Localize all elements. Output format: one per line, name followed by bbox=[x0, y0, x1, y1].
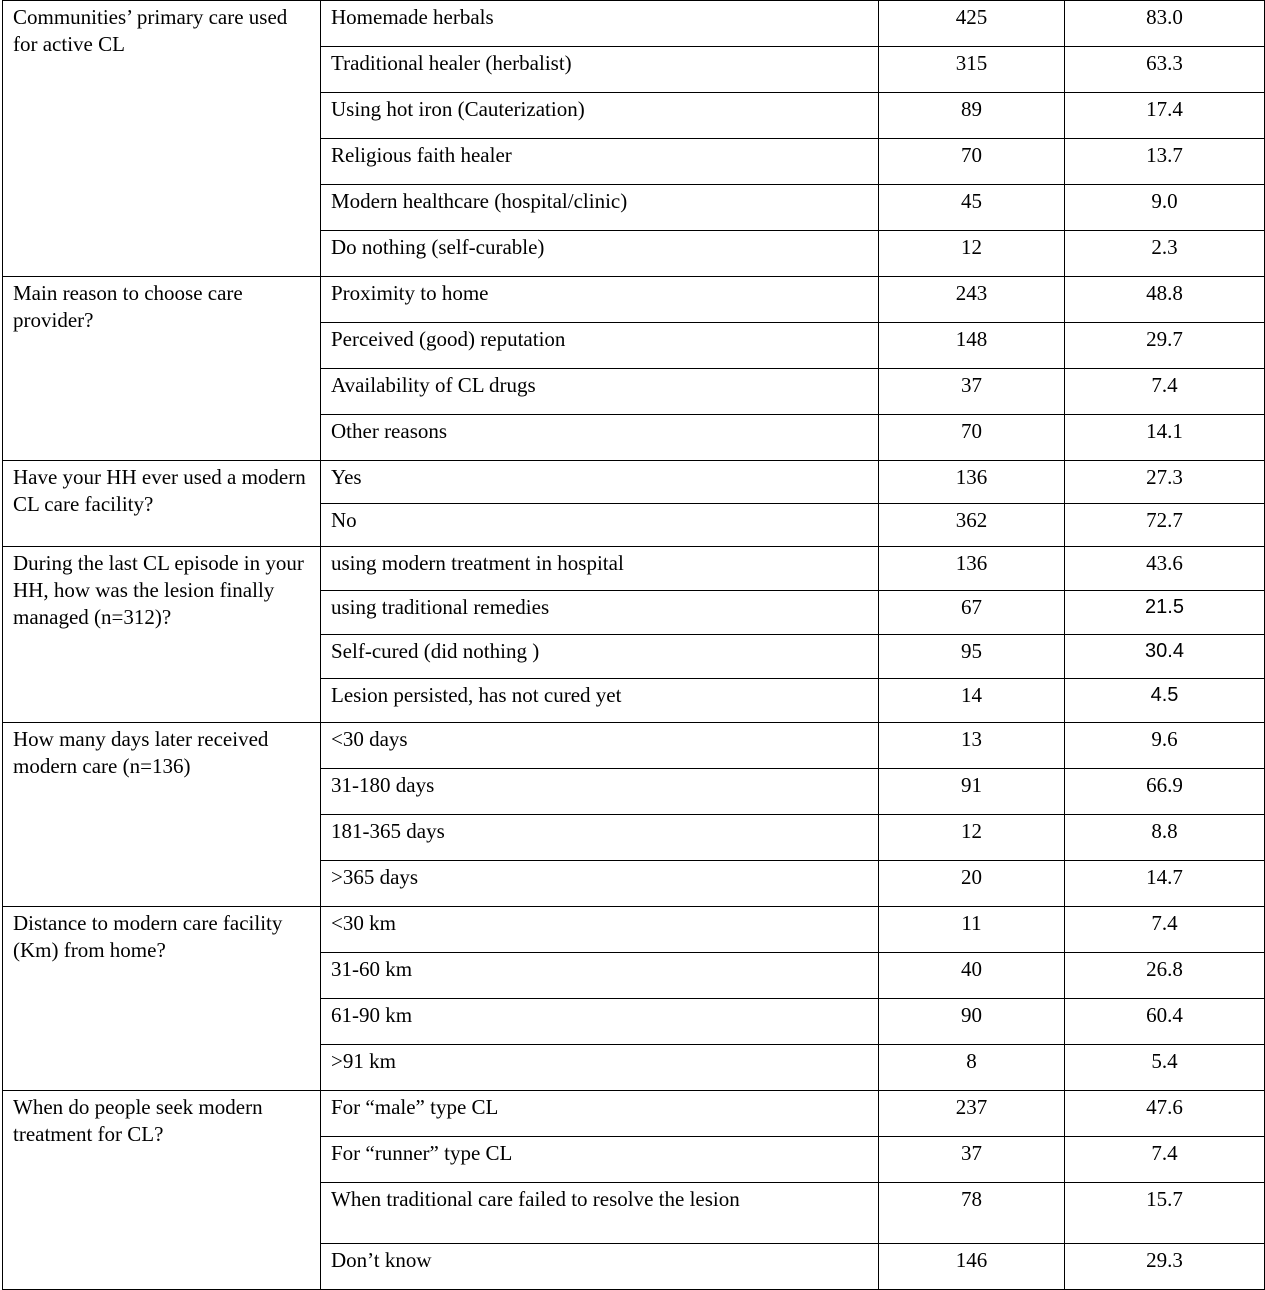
percent-cell: 8.8 bbox=[1065, 815, 1265, 861]
percent-cell: 14.7 bbox=[1065, 861, 1265, 907]
percent-cell: 5.4 bbox=[1065, 1045, 1265, 1091]
percent-cell: 21.5 bbox=[1065, 591, 1265, 635]
percent-cell: 14.1 bbox=[1065, 415, 1265, 461]
percent-cell: 29.7 bbox=[1065, 323, 1265, 369]
percent-cell: 30.4 bbox=[1065, 635, 1265, 679]
count-cell: 45 bbox=[879, 185, 1065, 231]
count-cell: 67 bbox=[879, 591, 1065, 635]
count-cell: 70 bbox=[879, 139, 1065, 185]
table-row bbox=[3, 723, 1265, 769]
table-row bbox=[3, 461, 1265, 504]
percent-cell: 7.4 bbox=[1065, 1137, 1265, 1183]
response-cell: using traditional remedies bbox=[321, 591, 879, 635]
table-row bbox=[3, 907, 1265, 953]
percent-cell: 29.3 bbox=[1065, 1244, 1265, 1290]
count-cell: 136 bbox=[879, 461, 1065, 504]
count-cell: 12 bbox=[879, 815, 1065, 861]
count-cell: 20 bbox=[879, 861, 1065, 907]
response-cell: For “runner” type CL bbox=[321, 1137, 879, 1183]
table-row bbox=[3, 547, 1265, 591]
count-cell: 148 bbox=[879, 323, 1065, 369]
response-cell: 181-365 days bbox=[321, 815, 879, 861]
table-row bbox=[3, 1091, 1265, 1137]
table-row bbox=[3, 277, 1265, 323]
survey-table bbox=[2, 0, 1265, 1290]
count-cell: 37 bbox=[879, 1137, 1065, 1183]
response-cell: Religious faith healer bbox=[321, 139, 879, 185]
count-cell: 12 bbox=[879, 231, 1065, 277]
table-row bbox=[3, 1, 1265, 47]
response-cell: Traditional healer (herbalist) bbox=[321, 47, 879, 93]
count-cell: 91 bbox=[879, 769, 1065, 815]
percent-cell: 9.6 bbox=[1065, 723, 1265, 769]
response-cell: <30 days bbox=[321, 723, 879, 769]
response-cell: Using hot iron (Cauterization) bbox=[321, 93, 879, 139]
count-cell: 37 bbox=[879, 369, 1065, 415]
count-cell: 237 bbox=[879, 1091, 1065, 1137]
percent-cell: 43.6 bbox=[1065, 547, 1265, 591]
response-cell: When traditional care failed to resolve the lesion bbox=[321, 1183, 879, 1244]
response-cell: 31-180 days bbox=[321, 769, 879, 815]
count-cell: 95 bbox=[879, 635, 1065, 679]
percent-cell: 66.9 bbox=[1065, 769, 1265, 815]
count-cell: 89 bbox=[879, 93, 1065, 139]
question-cell: Distance to modern care facility (Km) from home? bbox=[3, 907, 321, 1091]
response-cell: Lesion persisted, has not cured yet bbox=[321, 679, 879, 723]
count-cell: 13 bbox=[879, 723, 1065, 769]
count-cell: 315 bbox=[879, 47, 1065, 93]
response-cell: No bbox=[321, 504, 879, 547]
percent-cell: 27.3 bbox=[1065, 461, 1265, 504]
count-cell: 136 bbox=[879, 547, 1065, 591]
question-cell: How many days later received modern care (n=136) bbox=[3, 723, 321, 907]
response-cell: >91 km bbox=[321, 1045, 879, 1091]
percent-cell: 2.3 bbox=[1065, 231, 1265, 277]
question-cell: Main reason to choose care provider? bbox=[3, 277, 321, 461]
count-cell: 90 bbox=[879, 999, 1065, 1045]
percent-cell: 47.6 bbox=[1065, 1091, 1265, 1137]
response-cell: Do nothing (self-curable) bbox=[321, 231, 879, 277]
count-cell: 11 bbox=[879, 907, 1065, 953]
response-cell: Proximity to home bbox=[321, 277, 879, 323]
response-cell: 61-90 km bbox=[321, 999, 879, 1045]
response-cell: 31-60 km bbox=[321, 953, 879, 999]
percent-cell: 63.3 bbox=[1065, 47, 1265, 93]
percent-cell: 26.8 bbox=[1065, 953, 1265, 999]
percent-cell: 4.5 bbox=[1065, 679, 1265, 723]
count-cell: 146 bbox=[879, 1244, 1065, 1290]
percent-cell: 83.0 bbox=[1065, 1, 1265, 47]
count-cell: 8 bbox=[879, 1045, 1065, 1091]
response-cell: using modern treatment in hospital bbox=[321, 547, 879, 591]
response-cell: <30 km bbox=[321, 907, 879, 953]
count-cell: 425 bbox=[879, 1, 1065, 47]
response-cell: Availability of CL drugs bbox=[321, 369, 879, 415]
percent-cell: 17.4 bbox=[1065, 93, 1265, 139]
count-cell: 243 bbox=[879, 277, 1065, 323]
response-cell: Homemade herbals bbox=[321, 1, 879, 47]
response-cell: Self-cured (did nothing ) bbox=[321, 635, 879, 679]
percent-cell: 60.4 bbox=[1065, 999, 1265, 1045]
response-cell: Yes bbox=[321, 461, 879, 504]
count-cell: 14 bbox=[879, 679, 1065, 723]
response-cell: Other reasons bbox=[321, 415, 879, 461]
response-cell: For “male” type CL bbox=[321, 1091, 879, 1137]
response-cell: Don’t know bbox=[321, 1244, 879, 1290]
response-cell: >365 days bbox=[321, 861, 879, 907]
percent-cell: 48.8 bbox=[1065, 277, 1265, 323]
percent-cell: 7.4 bbox=[1065, 907, 1265, 953]
count-cell: 78 bbox=[879, 1183, 1065, 1244]
percent-cell: 72.7 bbox=[1065, 504, 1265, 547]
question-cell: When do people seek modern treatment for CL? bbox=[3, 1091, 321, 1290]
percent-cell: 9.0 bbox=[1065, 185, 1265, 231]
response-cell: Modern healthcare (hospital/clinic) bbox=[321, 185, 879, 231]
question-cell: Have your HH ever used a modern CL care facility? bbox=[3, 461, 321, 547]
count-cell: 70 bbox=[879, 415, 1065, 461]
response-cell: Perceived (good) reputation bbox=[321, 323, 879, 369]
percent-cell: 15.7 bbox=[1065, 1183, 1265, 1244]
count-cell: 362 bbox=[879, 504, 1065, 547]
count-cell: 40 bbox=[879, 953, 1065, 999]
question-cell: Communities’ primary care used for active CL bbox=[3, 1, 321, 277]
percent-cell: 13.7 bbox=[1065, 139, 1265, 185]
question-cell: During the last CL episode in your HH, how was the lesion finally managed (n=312)? bbox=[3, 547, 321, 723]
percent-cell: 7.4 bbox=[1065, 369, 1265, 415]
